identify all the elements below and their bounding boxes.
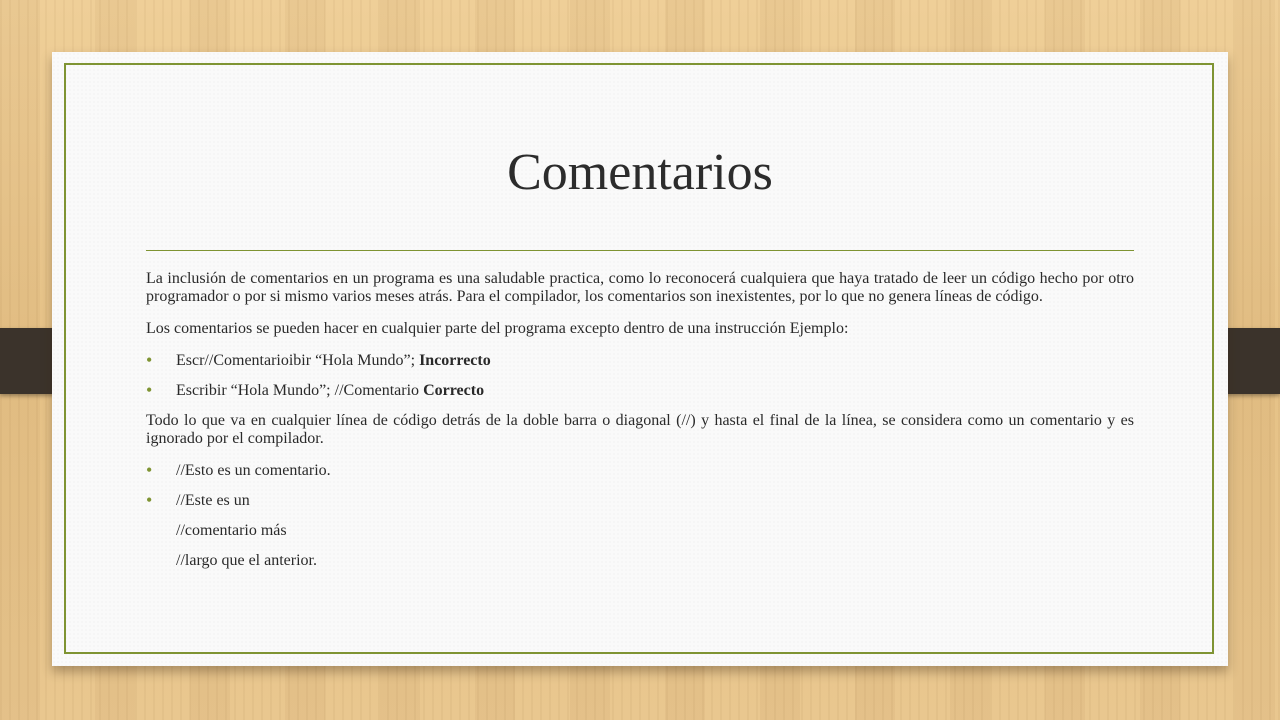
bullet-text: //Este es un bbox=[176, 492, 250, 509]
bullet-verdict: Incorrecto bbox=[419, 352, 491, 369]
explanation-paragraph: Todo lo que va en cualquier línea de código detrás de la doble barra o diagonal (//) y hasta el final de la línea, se considera como un comentario y es ignorado por el compilador. bbox=[146, 412, 1134, 447]
continuation-line: //comentario más bbox=[176, 522, 287, 539]
slide-title: Comentarios bbox=[507, 144, 773, 201]
title-divider bbox=[146, 250, 1134, 251]
list-item-incorrect bbox=[146, 352, 1134, 370]
slide-body bbox=[146, 270, 1134, 582]
list-item-correct bbox=[146, 382, 1134, 400]
bullet-text: Escribir “Hola Mundo”; //Comentario bbox=[176, 382, 424, 399]
bullet-icon: • bbox=[146, 350, 153, 370]
continuation-line: //largo que el anterior. bbox=[176, 552, 317, 569]
list-item-multiline-comment bbox=[146, 492, 1134, 510]
bullet-icon: • bbox=[146, 490, 153, 510]
intro-paragraph: La inclusión de comentarios en un programa es una saludable practica, como lo reconocerá cualquiera que haya tratado de leer un código hecho por otro programador o por si mismo varios meses atrás. Para el compilador, los comentarios son inexistentes, por lo que no genera líneas de código. bbox=[146, 270, 1134, 305]
bullet-text: //Esto es un comentario. bbox=[176, 462, 331, 479]
bullet-text: Escr//Comentarioibir “Hola Mundo”; bbox=[176, 352, 420, 369]
example-paragraph: Los comentarios se pueden hacer en cualquier parte del programa excepto dentro de una instrucción Ejemplo: bbox=[146, 320, 849, 337]
bullet-icon: • bbox=[146, 380, 153, 400]
bullet-verdict: Correcto bbox=[423, 382, 485, 399]
list-item-comment bbox=[146, 462, 1134, 480]
bullet-icon: • bbox=[146, 460, 153, 480]
